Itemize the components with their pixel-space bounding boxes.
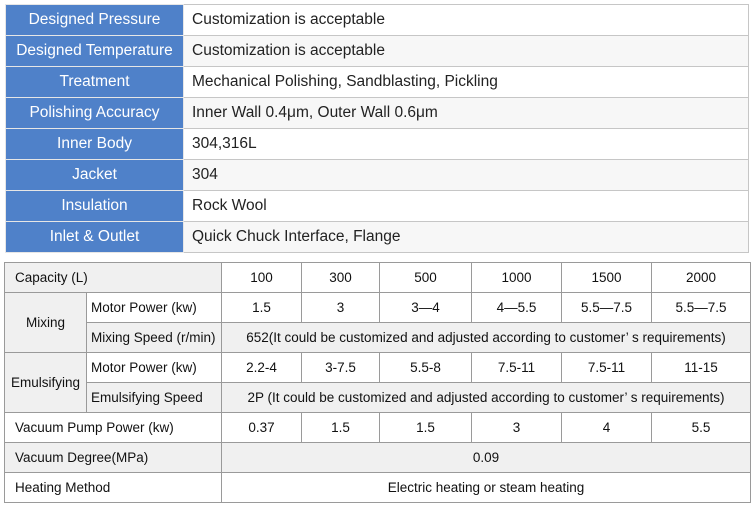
mixing-power-row <box>5 293 751 323</box>
mixing-power-cell: 5.5—7.5 <box>562 293 652 323</box>
emulsifying-power-cell: 2.2-4 <box>222 353 302 383</box>
spec-table <box>5 4 749 253</box>
spec-row <box>6 98 749 129</box>
spec-value: 304,316L <box>184 129 749 160</box>
emulsifying-group-label: Emulsifying <box>5 353 87 413</box>
vacuum-degree-label: Vacuum Degree(MPa) <box>5 443 222 473</box>
capacity-cell: 100 <box>222 263 302 293</box>
mixing-power-cell: 3—4 <box>380 293 472 323</box>
capacity-cell: 2000 <box>652 263 751 293</box>
emulsifying-speed-row <box>5 383 751 413</box>
spec-label: Inner Body <box>6 129 184 160</box>
spec-row <box>6 160 749 191</box>
heating-label: Heating Method <box>5 473 222 503</box>
spec-row <box>6 129 749 160</box>
capacity-row <box>5 263 751 293</box>
vacuum-pump-cell: 0.37 <box>222 413 302 443</box>
emulsifying-speed-note: 2P (It could be customized and adjusted according to customer’ s requirements) <box>222 383 751 413</box>
spec-value: Inner Wall 0.4μm, Outer Wall 0.6μm <box>184 98 749 129</box>
spec-value: Rock Wool <box>184 191 749 222</box>
vacuum-pump-cell: 4 <box>562 413 652 443</box>
spec-label: Treatment <box>6 67 184 98</box>
spec-value: 304 <box>184 160 749 191</box>
spec-label: Jacket <box>6 160 184 191</box>
spec-row <box>6 5 749 36</box>
spec-label: Inlet & Outlet <box>6 222 184 253</box>
spec-row <box>6 36 749 67</box>
vacuum-pump-cell: 5.5 <box>652 413 751 443</box>
vacuum-degree-value: 0.09 <box>222 443 751 473</box>
mixing-power-cell: 1.5 <box>222 293 302 323</box>
emulsifying-speed-label: Emulsifying Speed <box>87 383 222 413</box>
parameters-table <box>4 262 751 503</box>
spec-label: Designed Pressure <box>6 5 184 36</box>
spec-value: Mechanical Polishing, Sandblasting, Pickling <box>184 67 749 98</box>
capacity-label: Capacity (L) <box>5 263 222 293</box>
heating-row <box>5 473 751 503</box>
spec-label: Designed Temperature <box>6 36 184 67</box>
spec-row <box>6 222 749 253</box>
capacity-cell: 300 <box>302 263 380 293</box>
spec-row <box>6 67 749 98</box>
mixing-speed-row <box>5 323 751 353</box>
mixing-power-label: Motor Power (kw) <box>87 293 222 323</box>
mixing-power-cell: 3 <box>302 293 380 323</box>
vacuum-pump-row <box>5 413 751 443</box>
emulsifying-power-cell: 7.5-11 <box>472 353 562 383</box>
vacuum-pump-cell: 1.5 <box>380 413 472 443</box>
vacuum-pump-cell: 1.5 <box>302 413 380 443</box>
mixing-power-cell: 5.5—7.5 <box>652 293 751 323</box>
spec-value: Customization is acceptable <box>184 5 749 36</box>
spec-label: Insulation <box>6 191 184 222</box>
capacity-cell: 1500 <box>562 263 652 293</box>
emulsifying-power-cell: 5.5-8 <box>380 353 472 383</box>
heating-value: Electric heating or steam heating <box>222 473 751 503</box>
spec-value: Customization is acceptable <box>184 36 749 67</box>
emulsifying-power-row <box>5 353 751 383</box>
mixing-power-cell: 4—5.5 <box>472 293 562 323</box>
spec-row <box>6 191 749 222</box>
vacuum-degree-row <box>5 443 751 473</box>
mixing-speed-note: 652(It could be customized and adjusted according to customer’ s requirements) <box>222 323 751 353</box>
vacuum-pump-cell: 3 <box>472 413 562 443</box>
capacity-cell: 500 <box>380 263 472 293</box>
spec-value: Quick Chuck Interface, Flange <box>184 222 749 253</box>
emulsifying-power-cell: 7.5-11 <box>562 353 652 383</box>
emulsifying-power-label: Motor Power (kw) <box>87 353 222 383</box>
mixing-group-label: Mixing <box>5 293 87 353</box>
spec-label: Polishing Accuracy <box>6 98 184 129</box>
mixing-speed-label: Mixing Speed (r/min) <box>87 323 222 353</box>
emulsifying-power-cell: 11-15 <box>652 353 751 383</box>
vacuum-pump-label: Vacuum Pump Power (kw) <box>5 413 222 443</box>
emulsifying-power-cell: 3-7.5 <box>302 353 380 383</box>
capacity-cell: 1000 <box>472 263 562 293</box>
